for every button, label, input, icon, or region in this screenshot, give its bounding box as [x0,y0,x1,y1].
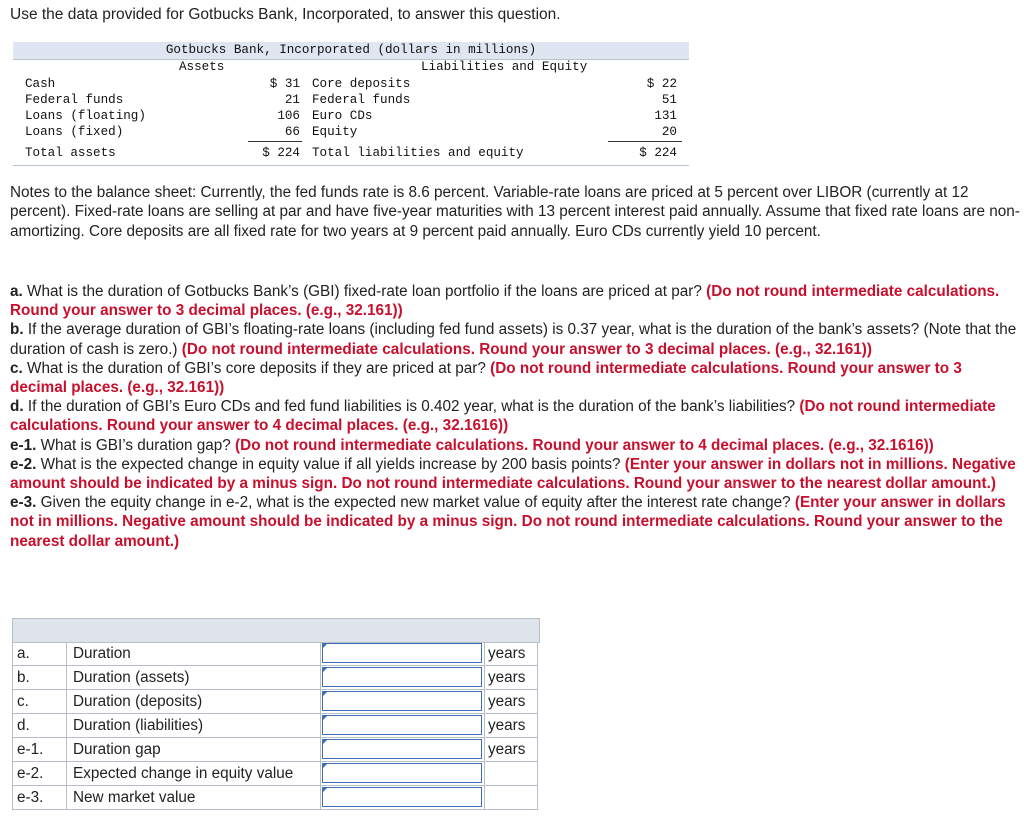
answer-description: Duration (assets) [67,666,321,690]
answer-unit: years [485,666,538,690]
answer-row-e2 [12,762,538,786]
asset-value: 66 [284,125,300,139]
question: e-2. What is the expected change in equity value if all yields increase by 200 basis points? (Enter your answer in dollars not in millions. Negative amount should be indicated by a minus sign. Do not round intermediate calculations. Round your answer to the nearest dollar amount.) [10,455,1016,493]
answer-label: d. [12,714,67,738]
asset-value: $ 31 [269,77,300,91]
answer-row-a [12,642,538,666]
answer-label: a. [12,642,67,666]
assets-header: Assets [179,60,225,74]
input-marker-icon [322,715,328,721]
input-marker-icon [322,787,328,793]
input-marker-icon [322,643,328,649]
question: a. What is the duration of Gotbucks Bank’s (GBI) fixed-rate loan portfolio if the loans are priced at par? (Do not round intermediate calculations. Round your answer to 3 decimal places. (e.g., 32.161)) [10,283,1000,320]
answer-unit: years [485,690,538,714]
liability-value: 51 [661,93,677,107]
liability-value: $ 22 [646,77,677,91]
answer-input-e2[interactable] [322,763,482,783]
asset-value: 21 [284,93,300,107]
question: e-3. Given the equity change in e-2, what is the expected new market value of equity after the interest rate change? (Enter your answer in dollars not in millions. Negative amount should be indicated by a minus sign. Do not round intermediate calculations. Round your answer to the nearest dollar amount.) [10,494,1006,550]
answer-input-b[interactable] [322,667,482,687]
answer-description: Duration [67,642,321,666]
answer-unit: years [485,642,538,666]
question: d. If the duration of GBI’s Euro CDs and fed fund liabilities is 0.402 year, what is the duration of the bank’s liabilities? (Do not round intermediate calculations. Round your answer to 4 decimal places. (e.g., 32.1616)) [10,398,996,435]
liability-label: Core deposits [312,77,411,91]
answer-row-e1 [12,738,538,762]
liabilities-header: Liabilities and Equity [421,60,588,74]
answer-row-d [12,714,538,738]
input-marker-icon [322,739,328,745]
liability-label: Federal funds [312,93,411,107]
answer-unit [485,762,538,786]
answer-unit: years [485,738,538,762]
answer-description: New market value [67,786,321,810]
balance-sheet-notes: Notes to the balance sheet: Currently, the fed funds rate is 8.6 percent. Variable-rate loans are priced at 5 percent over LIBOR (currently at 12 percent). Fixed-rate loans are selling at par and have five-year maturities with 13 percent interest paid annually. Assume that fixed rate loans are non-amortizing. Core deposits are all fixed rate for two years at 9 percent paid annually. Euro CDs currently yield 10 percent. [10,184,1020,240]
divider [13,165,689,166]
question: e-1. What is GBI’s duration gap? (Do not round intermediate calculations. Round your answer to 4 decimal places. (e.g., 32.1616)) [10,436,934,454]
answer-unit [485,786,538,810]
asset-label: Cash [25,77,56,91]
answer-label: c. [12,690,67,714]
answer-row-e3 [12,786,538,810]
liability-label: Equity [312,125,358,139]
input-marker-icon [322,667,328,673]
balance-sheet-header [13,42,689,60]
questions [10,282,1022,551]
answer-cell [321,762,485,786]
answer-cell [321,690,485,714]
answer-cell [321,786,485,810]
answer-description: Expected change in equity value [67,762,321,786]
answer-input-e3[interactable] [322,787,482,807]
answer-row-b [12,666,538,690]
answer-unit: years [485,714,538,738]
answer-cell [321,642,485,666]
total-assets-label: Total assets [25,146,116,160]
asset-label: Loans (fixed) [25,125,124,139]
answer-description: Duration (liabilities) [67,714,321,738]
question: c. What is the duration of GBI’s core deposits if they are priced at par? (Do not round intermediate calculations. Round your answer to 3 decimal places. (e.g., 32.161)) [10,359,962,397]
input-marker-icon [322,691,328,697]
answer-cell [321,714,485,738]
balance-sheet-title: Gotbucks Bank, Incorporated (dollars in millions) [165,43,537,57]
liability-label: Euro CDs [312,109,373,123]
answer-table-header [12,618,540,643]
answer-description: Duration gap [67,738,321,762]
asset-label: Federal funds [25,93,124,107]
liability-value: 20 [661,125,677,139]
total-assets-value: $ 224 [262,146,300,160]
answer-description: Duration (deposits) [67,690,321,714]
answer-label: b. [12,666,67,690]
answer-input-a[interactable] [322,643,482,663]
answer-input-c[interactable] [322,691,482,711]
input-marker-icon [322,763,328,769]
balance-sheet [13,42,689,166]
answer-input-d[interactable] [322,715,482,735]
answer-label: e-3. [12,786,67,810]
answer-input-e1[interactable] [322,739,482,759]
total-liabilities-label: Total liabilities and equity [312,146,524,160]
question: b. If the average duration of GBI’s floating-rate loans (including fed fund assets) is 0.37 year, what is the duration of the bank’s assets? (Note that the duration of cash is zero.) (Do not round intermediate calculations. Round your answer to 3 decimal places. (e.g., 32.161)) [10,321,1017,358]
answer-cell [321,738,485,762]
liability-value: 131 [654,109,677,123]
total-liabilities-value: $ 224 [639,146,677,160]
divider [248,141,302,142]
answer-label: e-1. [12,738,67,762]
intro-text: Use the data provided for Gotbucks Bank, Incorporated, to answer this question. [10,6,561,23]
answer-row-c [12,690,538,714]
asset-label: Loans (floating) [25,109,146,123]
answer-cell [321,666,485,690]
asset-value: 106 [277,109,300,123]
answer-label: e-2. [12,762,67,786]
divider [608,141,682,142]
